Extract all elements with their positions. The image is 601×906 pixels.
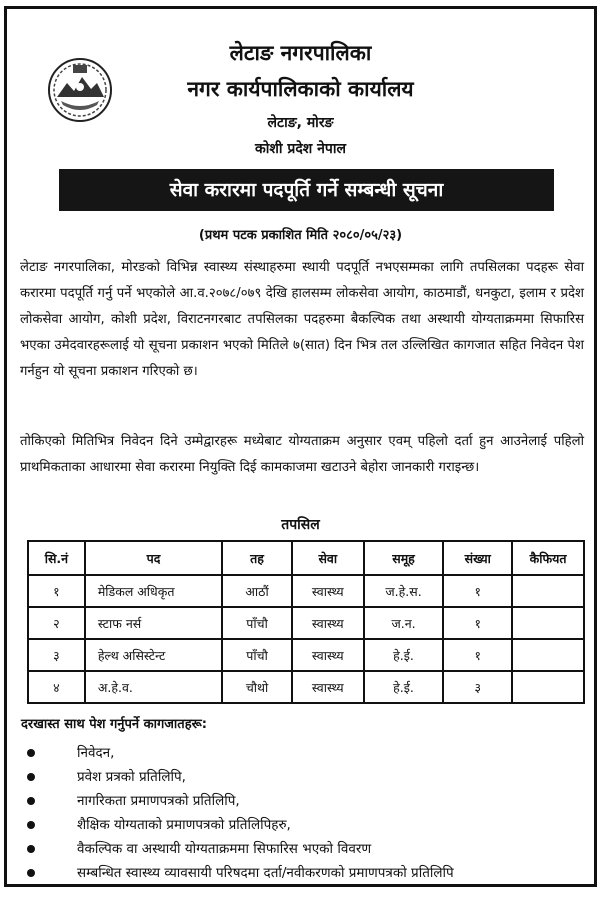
notice-title: सेवा करारमा पदपूर्ति गर्ने सम्बन्धी सूचना	[59, 169, 554, 211]
cell-group: हे.ई.	[364, 639, 444, 671]
cell-count: १	[443, 639, 512, 671]
bullet-icon	[27, 845, 35, 853]
cell-level: पाँचौ	[222, 639, 292, 671]
header-group: समूह	[364, 541, 444, 575]
cell-remarks	[512, 639, 584, 671]
cell-count: ३	[443, 671, 512, 703]
table-row	[28, 575, 584, 607]
table-title: तपसिल	[281, 517, 320, 533]
bullet-icon	[27, 749, 35, 757]
list-item	[21, 837, 591, 861]
list-item	[21, 765, 591, 789]
publish-date: (प्रथम पटक प्रकाशित मिति २०८०/०५/२३)	[198, 228, 403, 243]
documents-list	[21, 741, 591, 885]
cell-level: चौथो	[222, 671, 292, 703]
cell-count: १	[443, 575, 512, 607]
province-name: कोशी प्रदेश नेपाल	[254, 141, 347, 157]
cell-level: पाँचौ	[222, 607, 292, 639]
notice-paragraph-1: लेटाङ नगरपालिका, मोरङको विभिन्न स्वास्थ्य संस्थाहरुमा स्थायी पदपूर्ति नभएसम्मका लागि तपसिलका पदहरू सेवा करारमा पदपूर्ति गर्नु पर्ने भएकोले आ.व.२०७८/०७९ देखि हालसम्म लोकसेवा आयोग, काठमाडौं, धनकुटा, इलाम र प्रदेश लोकसेवा आयोग, कोशी प्रदेश, विराटनगरबाट तपसिलका पदहरुमा बैकल्पिक तथा अस्थायी योग्यताक्रममा सिफारिस भएका उमेदवारहरूलाई यो सूचना प्रकाशन भएको मितिले ७(सात) दिन भित्र तल उल्लिखित कागजात सहित निवेदन पेश गर्नहुन यो सूचना प्रकाशन गरिएको छ।	[20, 260, 584, 379]
cell-serial: २	[28, 607, 85, 639]
table-row	[28, 639, 584, 671]
list-item	[21, 789, 591, 813]
documents-title: दरखास्त साथ पेश गर्नुपर्ने कागजातहरू:	[21, 717, 207, 732]
office-location: लेटाङ, मोरङ	[267, 115, 334, 131]
cell-service: स्वास्थ्य	[292, 575, 364, 607]
header-count: संख्या	[443, 541, 512, 575]
cell-post: मेडिकल अधिकृत	[85, 575, 222, 607]
table-row	[28, 607, 584, 639]
bullet-icon	[27, 797, 35, 805]
document-item: नागरिकता प्रमाणपत्रको प्रतिलिपि,	[77, 793, 240, 809]
document-item: सम्बन्धित स्वास्थ्य व्यावसायी परिषदमा दर्ता/नवीकरणको प्रमाणपत्रको प्रतिलिपि	[77, 865, 454, 881]
document-item: निवेदन,	[77, 745, 115, 761]
notice-paragraph-2: तोकिएको मितिभित्र निवेदन दिने उम्मेद्वारहरू मध्येबाट योग्यताक्रम अनुसार एवम् पहिलो दर्ता हुन आउनेलाई पहिलो प्राथमिकताका आधारमा सेवा करारमा नियुक्ति दिई कामकाजमा खटाउने बेहोरा जानकारी गराइन्छ।	[20, 434, 584, 475]
cell-service: स्वास्थ्य	[292, 671, 364, 703]
table-row	[28, 671, 584, 703]
document-item: प्रवेश प्रत्रको प्रतिलिपि,	[77, 769, 186, 785]
municipality-name: लेटाङ नगरपालिका	[229, 41, 372, 65]
office-name: नगर कार्यपालिकाको कार्यालय	[187, 77, 414, 101]
header-service: सेवा	[292, 541, 364, 575]
cell-serial: १	[28, 575, 85, 607]
cell-serial: ४	[28, 671, 85, 703]
bullet-icon	[27, 821, 35, 829]
document-item: वैकल्पिक वा अस्थायी योग्यताक्रममा सिफारिस भएको विवरण	[77, 841, 372, 857]
list-item	[21, 813, 591, 837]
cell-service: स्वास्थ्य	[292, 639, 364, 671]
cell-service: स्वास्थ्य	[292, 607, 364, 639]
list-item	[21, 861, 591, 885]
vacancy-table	[27, 540, 585, 704]
table-header-row	[28, 541, 584, 575]
cell-post: हेल्थ असिस्टेन्ट	[85, 639, 222, 671]
cell-group: ज.हे.स.	[364, 575, 444, 607]
header-level: तह	[222, 541, 292, 575]
cell-post: अ.हे.व.	[85, 671, 222, 703]
cell-remarks	[512, 671, 584, 703]
cell-remarks	[512, 607, 584, 639]
bullet-icon	[27, 869, 35, 877]
cell-count: १	[443, 607, 512, 639]
document-item: शैक्षिक योग्यताको प्रमाणपत्रको प्रतिलिपिहरु,	[77, 817, 291, 833]
notice-page	[4, 6, 597, 887]
header-post: पद	[85, 541, 222, 575]
cell-serial: ३	[28, 639, 85, 671]
header-remarks: कैफियत	[512, 541, 584, 575]
cell-remarks	[512, 575, 584, 607]
list-item	[21, 741, 591, 765]
cell-group: हे.ई.	[364, 671, 444, 703]
cell-level: आठौं	[222, 575, 292, 607]
cell-post: स्टाफ नर्स	[85, 607, 222, 639]
bullet-icon	[27, 773, 35, 781]
header-serial: सि.नं	[28, 541, 85, 575]
cell-group: ज.न.	[364, 607, 444, 639]
